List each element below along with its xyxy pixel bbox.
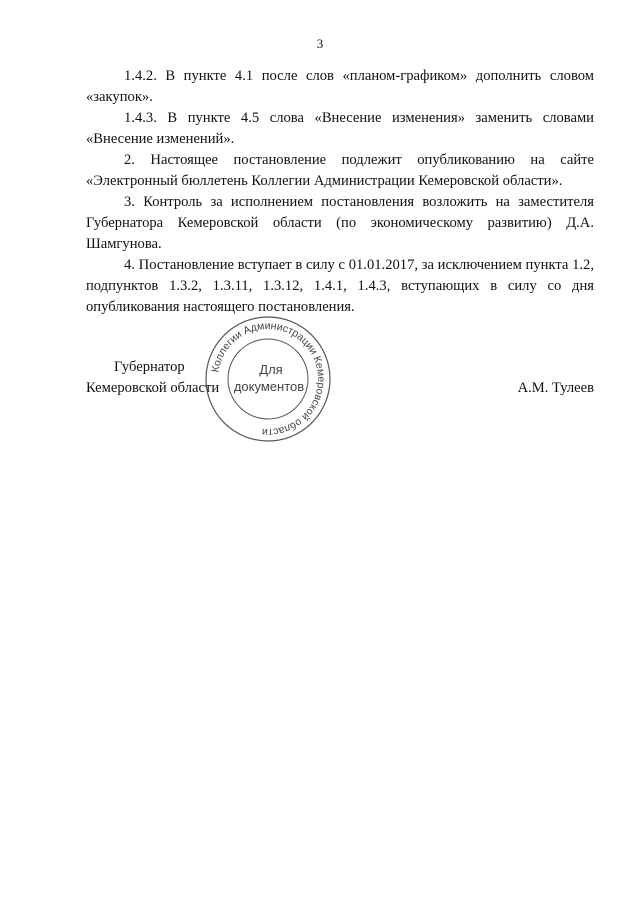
- stamp-center-line1: Для: [259, 362, 283, 377]
- signatory-name: А.М. Тулеев: [517, 380, 594, 396]
- paragraph-1-4-2: 1.4.2. В пункте 4.1 после слов «планом-графиком» дополнить словом «закупок».: [86, 68, 594, 105]
- signature-block: [86, 356, 594, 436]
- stamp-ring-text: Коллегии Администрации Кемеровской области: [209, 319, 328, 439]
- page-number: 3: [316, 36, 324, 51]
- official-stamp: [203, 314, 333, 444]
- document-body: [86, 66, 594, 318]
- paragraph-1-4-3: 1.4.3. В пункте 4.5 слова «Внесение изменения» заменить словами «Внесение изменений».: [86, 110, 594, 147]
- paragraph-4: 4. Постановление вступает в силу с 01.01.2017, за исключением пункта 1.2, подпунктов 1.3.2, 1.3.11, 1.3.12, 1.4.1, 1.4.3, вступающих в силу со дня опубликования настоящего постановления.: [86, 257, 594, 315]
- signatory-role-line1: Губернатор: [114, 359, 185, 375]
- stamp-center-line2: документов: [233, 379, 305, 394]
- paragraph-3: 3. Контроль за исполнением постановления возложить на заместителя Губернатора Кемеровской области (по экономическому развитию) Д.А. Шамгунова.: [86, 194, 594, 252]
- paragraph-2: 2. Настоящее постановление подлежит опубликованию на сайте «Электронный бюллетень Коллегии Администрации Кемеровской области».: [86, 152, 594, 189]
- signatory-role-line2: Кемеровской области: [86, 380, 220, 396]
